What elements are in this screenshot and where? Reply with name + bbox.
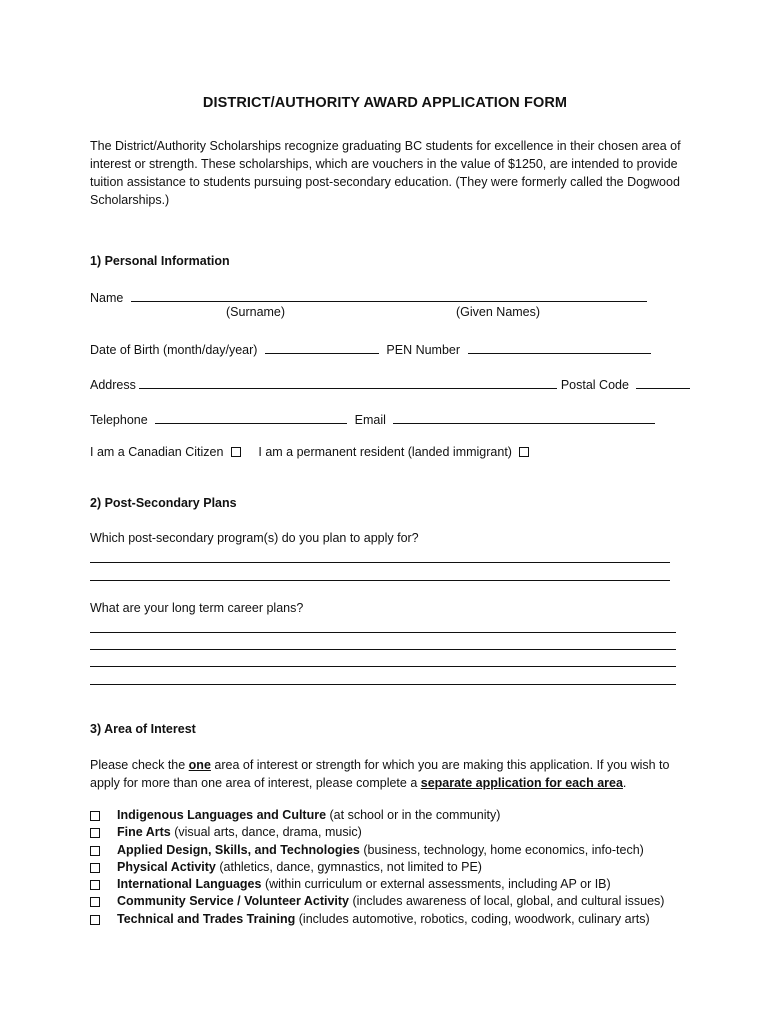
address-field[interactable] [139, 375, 557, 389]
form-title: DISTRICT/AUTHORITY AWARD APPLICATION FORM [202, 95, 568, 111]
programs-question: Which post-secondary program(s) do you plan to apply for? [90, 531, 419, 545]
address-row [90, 375, 690, 392]
telephone-field[interactable] [155, 410, 347, 424]
career-answer-line[interactable] [90, 684, 676, 685]
area-option-name: Community Service / Volunteer Activity [117, 894, 350, 909]
career-answer-line[interactable] [90, 666, 676, 667]
given-names-hint: (Given Names) [456, 305, 541, 319]
area-of-interest-heading: 3) Area of Interest [90, 722, 196, 736]
area-option [90, 825, 730, 842]
area-checkbox[interactable] [90, 915, 100, 925]
area-option-desc: (includes automotive, robotics, coding, woodwork, culinary arts) [295, 911, 650, 926]
instruction-text: . [622, 776, 627, 790]
email-field[interactable] [393, 410, 655, 424]
name-label: Name [90, 291, 124, 305]
programs-answer-line[interactable] [90, 580, 670, 581]
area-option-desc: (at school or in the community) [326, 808, 501, 822]
instruction-text: area of interest or strength for which you are making this application. If you wish to apply for more than one area of interest, please complete a [90, 758, 670, 790]
area-option-desc: (includes awareness of local, global, and cultural issues) [349, 894, 665, 909]
post-secondary-heading: 2) Post-Secondary Plans [90, 496, 237, 510]
dob-pen-row [90, 340, 651, 357]
area-option [90, 894, 730, 911]
area-option-name: Indigenous Languages and Culture [117, 808, 327, 822]
area-option-name: Physical Activity [117, 859, 216, 874]
address-label: Address [90, 378, 136, 392]
instruction-emphasis-separate: separate application for each area [420, 776, 623, 790]
postal-code-field[interactable] [636, 375, 690, 389]
area-option-name: Applied Design, Skills, and Technologies [117, 842, 360, 857]
area-option [90, 808, 730, 825]
pen-field[interactable] [468, 340, 651, 354]
area-instructions [90, 756, 690, 792]
residency-row [90, 445, 531, 459]
area-option-name: Fine Arts [117, 825, 171, 840]
area-option-desc: (within curriculum or external assessments, including AP or IB) [261, 877, 611, 892]
area-checkbox[interactable] [90, 811, 100, 821]
area-checkbox[interactable] [90, 880, 100, 890]
career-question: What are your long term career plans? [90, 601, 304, 615]
citizen-checkbox[interactable] [231, 447, 241, 457]
resident-checkbox[interactable] [519, 447, 529, 457]
instruction-text: Please check the [90, 758, 189, 772]
area-checkbox[interactable] [90, 846, 100, 856]
area-option-desc: (athletics, dance, gymnastics, not limited to PE) [215, 859, 482, 874]
area-option-name: Technical and Trades Training [117, 911, 296, 926]
name-field[interactable] [131, 288, 647, 302]
area-option [90, 843, 730, 860]
career-answer-line[interactable] [90, 649, 676, 650]
resident-label: I am a permanent resident (landed immigrant) [258, 445, 512, 459]
area-checkbox[interactable] [90, 897, 100, 907]
area-option-desc: (business, technology, home economics, info-tech) [359, 842, 644, 857]
area-option [90, 860, 730, 877]
surname-hint: (Surname) [226, 305, 286, 319]
area-checkbox[interactable] [90, 828, 100, 838]
dob-field[interactable] [265, 340, 379, 354]
telephone-label: Telephone [90, 413, 148, 427]
career-answer-line[interactable] [90, 632, 676, 633]
postal-code-label: Postal Code [560, 378, 629, 392]
pen-label: PEN Number [386, 343, 461, 357]
instruction-emphasis-one: one [188, 758, 211, 772]
telephone-email-row [90, 410, 655, 427]
personal-info-heading: 1) Personal Information [90, 254, 230, 268]
programs-answer-line[interactable] [90, 562, 670, 563]
area-checkbox[interactable] [90, 863, 100, 873]
email-label: Email [354, 413, 386, 427]
area-option [90, 877, 730, 894]
name-row [90, 288, 647, 305]
intro-paragraph: The District/Authority Scholarships recognize graduating BC students for excellence in their chosen area of interest or strength. These scholarships, which are vouchers in the value of $1250, are intended to provide tuition assistance to students pursuing post-secondary education. (They were formerly called the Dogwood Scholarships.) [90, 139, 681, 207]
area-option-name: International Languages [117, 877, 262, 892]
citizen-label: I am a Canadian Citizen [90, 445, 224, 459]
dob-label: Date of Birth (month/day/year) [90, 343, 258, 357]
area-option [90, 912, 730, 929]
area-option-desc: (visual arts, dance, drama, music) [170, 825, 362, 840]
area-options-list [90, 808, 730, 929]
